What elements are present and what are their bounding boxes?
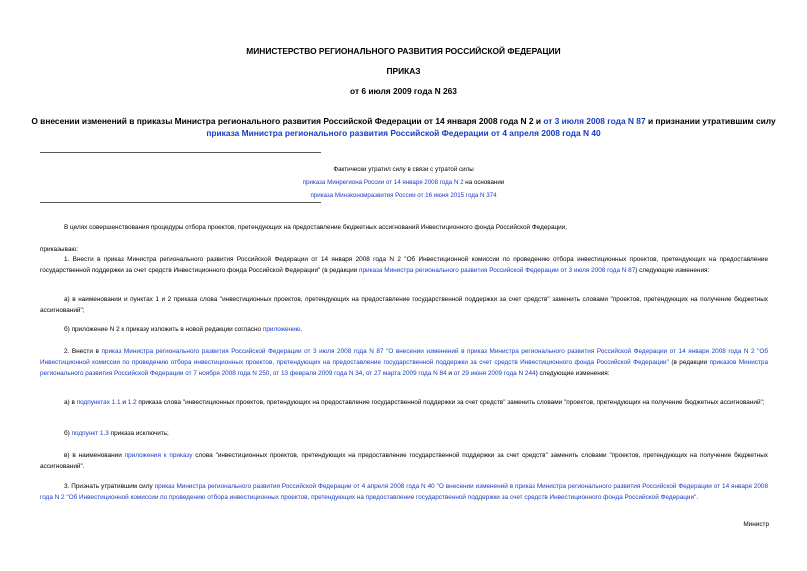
document-title <box>30 115 777 139</box>
paragraph-text: . <box>696 494 699 501</box>
link-appendix-to-order[interactable]: приложения к приказу <box>124 452 193 459</box>
order-word: приказываю: <box>40 246 78 253</box>
paragraph-text: б) приложение N 2 к приказу изложить в новой редакции согласно <box>64 326 263 333</box>
link-appendix[interactable]: приложению <box>262 326 301 333</box>
paragraph-text: и <box>446 370 454 377</box>
link-order-40-full[interactable]: приказ Министра регионального развития Российской Федерации от 4 апреля 2008 года N 40 "О внесении изменений в приказ Министра регионального развития Российской Федерации от 14 января 2008 года N 2 "Об Инвестиционной комиссии по проведению отбора инвестиционных проектов, претендующих на предоставление государственной поддержки за счет средств Инвестиционного фонда Российской Федерации" <box>40 483 769 501</box>
link-subparagraph-1-2[interactable]: 1.2 <box>127 399 137 406</box>
paragraph-1 <box>40 254 768 276</box>
paragraph-2c <box>40 450 768 472</box>
paragraph-text: приказа слова "инвестиционных проектов, претендующих на предоставление государственной поддержки за счет средств" заменить словами "проектов, претендующих на получение бюджетных ассигнований"; <box>136 399 765 406</box>
paragraph-text: в) в наименовании <box>64 452 125 459</box>
status-note-line <box>200 176 607 189</box>
link-subparagraph-1-1[interactable]: подпунктах 1.1 <box>76 399 121 406</box>
link-subparagraph-1-3[interactable]: подпункт 1.3 <box>71 430 109 437</box>
paragraph-text: 2. Внести в <box>64 348 102 355</box>
paragraph-text: б) <box>64 430 72 437</box>
paragraph-text: слова "инвестиционных проектов, претендующих на предоставление государственной поддержки за счет средств" заменить словами "проектов, претендующих на получение бюджетных ассигнований". <box>40 452 768 470</box>
paragraph-text: и <box>120 399 128 406</box>
signature-title: Министр <box>743 521 769 528</box>
title-link-order-87[interactable]: от 3 июля 2008 года N 87 <box>543 116 646 126</box>
title-text: и признании утратившим силу <box>645 116 776 126</box>
paragraph-text: ) следующие изменения: <box>535 370 610 377</box>
link-order-84[interactable]: от 27 марта 2009 года N 84 <box>365 370 447 377</box>
paragraph-1b <box>40 324 768 335</box>
ministry-heading: МИНИСТЕРСТВО РЕГИОНАЛЬНОГО РАЗВИТИЯ РОССИЙСКОЙ ФЕДЕРАЦИИ <box>246 46 561 56</box>
status-note-line: Фактически утратил силу в связи с утратой силы <box>333 166 474 173</box>
document-type: ПРИКАЗ <box>386 66 421 76</box>
paragraph-2 <box>40 346 768 379</box>
link-order-244[interactable]: от 29 июня 2009 года N 244 <box>453 370 536 377</box>
note-link-order-374[interactable]: приказа Минэкономразвития России от 16 июня 2015 года N 374 <box>310 192 497 199</box>
title-text: О внесении изменений в приказы Министра регионального развития Российской Федерации от 14 января 2008 года N 2 и <box>31 116 544 126</box>
intro-paragraph: В целях совершенствования процедуры отбора проектов, претендующих на предоставление бюджетных ассигнований Инвестиционного фонда Российской Федерации, <box>64 224 568 231</box>
status-note <box>200 163 607 202</box>
paragraph-text: 3. Признать утратившим силу <box>64 483 155 490</box>
paragraph-text: приказа исключить; <box>108 430 169 437</box>
note-text: на основании <box>463 179 505 186</box>
paragraph-text: , <box>362 370 366 377</box>
link-order-87-full[interactable]: приказ Министра регионального развития Российской Федерации от 3 июля 2008 года N 87 "О внесении изменений в приказ Министра регионального развития Российской Федерации от 14 января 2008 года N 2 "Об Инвестиционной комиссии по проведению отбора инвестиционных проектов, претендующих на предоставление государственной поддержки за счет средств Инвестиционного фонда Российской Федерации" <box>40 348 768 366</box>
paragraph-1a: а) в наименовании и пунктах 1 и 2 приказа слова "инвестиционных проектов, претендующих на предоставление государственной поддержки за счет средств" заменить словами "проектов, претендующих на получение бюджетных ассигнований"; <box>40 296 768 314</box>
paragraph-text: 1. Внести в приказ Министра регионального развития Российской Федерации от 14 января 2008 года N 2 "Об Инвестиционной комиссии по проведению отбора инвестиционных проектов, претендующих на предоставление государственной поддержки за счет средств Инвестиционного фонда Российской Федерации" (в редакции <box>40 256 768 274</box>
status-note-line <box>200 189 607 202</box>
document-date-number: от 6 июля 2009 года N 263 <box>350 86 457 96</box>
divider <box>40 152 321 153</box>
paragraph-text: ) следующие изменения: <box>635 267 710 274</box>
paragraph-text: , <box>269 370 273 377</box>
link-order-87[interactable]: приказа Министра регионального развития Российской Федерации от 3 июля 2008 года N 87 <box>358 267 636 274</box>
paragraph-3 <box>40 481 768 503</box>
link-order-250[interactable]: приказов Министра регионального развития Российской Федерации от 7 ноября 2008 года N 250 <box>40 359 769 377</box>
paragraph-2a <box>40 397 768 408</box>
paragraph-2b <box>40 428 768 439</box>
link-order-34[interactable]: от 13 февраля 2009 года N 34 <box>272 370 363 377</box>
note-link-order-2[interactable]: приказа Минрегиона России от 14 января 2008 года N 2 <box>302 179 464 186</box>
divider <box>40 202 321 203</box>
paragraph-text: а) в <box>64 399 77 406</box>
paragraph-text: (в редакции <box>668 359 710 366</box>
paragraph-text: . <box>300 326 303 333</box>
title-link-order-40[interactable]: приказа Министра регионального развития Российской Федерации от 4 апреля 2008 года N 40 <box>206 128 601 138</box>
